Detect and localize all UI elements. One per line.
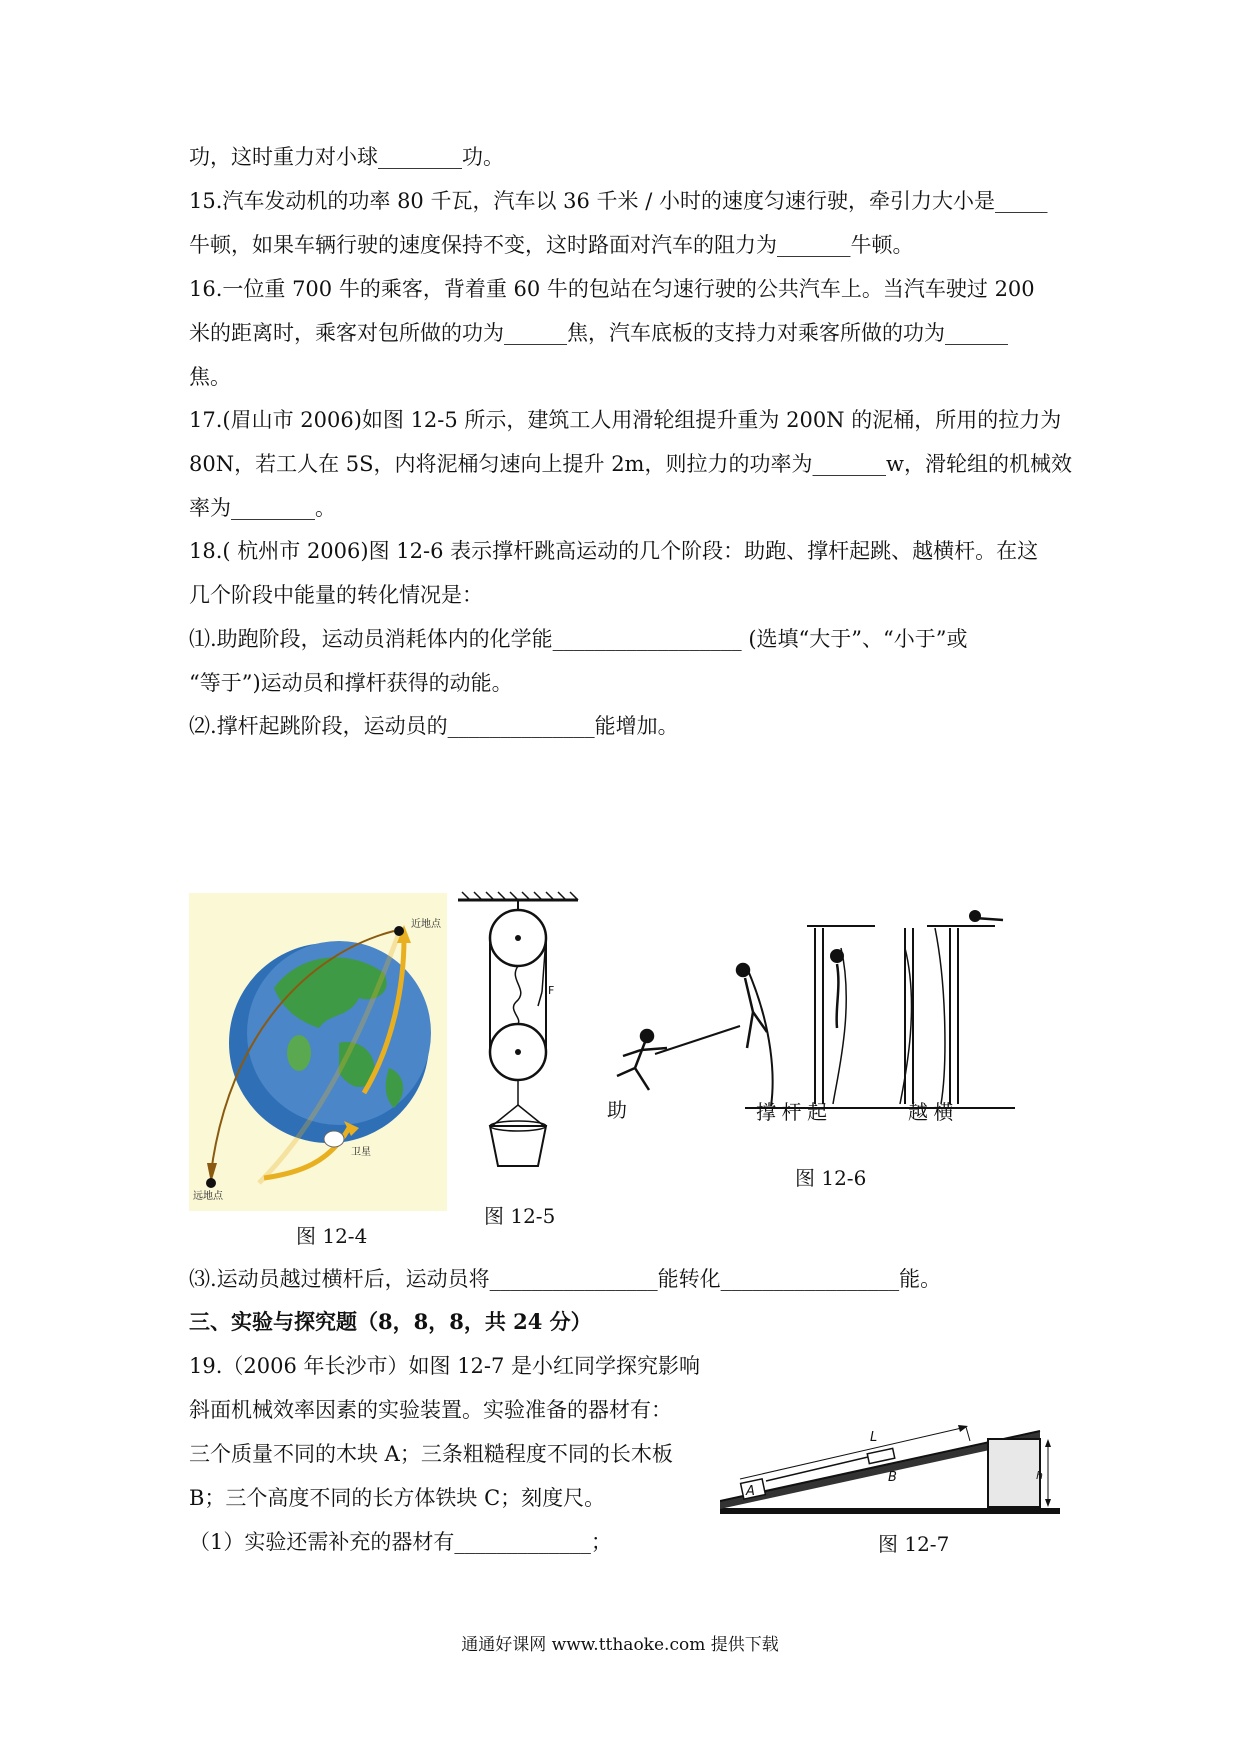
figure-12-4-caption: 图 12-4 bbox=[296, 1224, 368, 1248]
perigee-label: 近地点 bbox=[411, 919, 441, 930]
page-footer: 通通好课网 www.tthaoke.com 提供下载 bbox=[461, 1635, 779, 1655]
text-line: 几个阶段中能量的转化情况是： bbox=[189, 583, 483, 607]
text-line: 功，这时重力对小球________功。 bbox=[189, 145, 504, 169]
text-line: 米的距离时，乘客对包所做的功为______焦，汽车底板的支持力对乘客所做的功为______ bbox=[189, 321, 1008, 345]
a-label: A bbox=[746, 1484, 755, 1499]
figure-12-6-caption: 图 12-6 bbox=[795, 1166, 867, 1190]
stage-run-label: 助 bbox=[607, 1100, 627, 1122]
text-line: 焦。 bbox=[189, 365, 231, 389]
l-label: L bbox=[870, 1430, 878, 1445]
stage-over-label: 越 横 bbox=[908, 1102, 954, 1124]
question-19: 19.（2006 年长沙市）如图 12-7 是小红同学探究影响 bbox=[189, 1354, 701, 1378]
stage-vault-label: 撑 杆 起 bbox=[756, 1102, 828, 1124]
text-line: 三个质量不同的木块 A；三条粗糙程度不同的长木板 bbox=[189, 1442, 673, 1466]
figure-12-7-caption: 图 12-7 bbox=[878, 1532, 950, 1556]
figure-12-7 bbox=[720, 1395, 1060, 1525]
satellite-label: 卫星 bbox=[351, 1147, 371, 1158]
text-line: “等于”)运动员和撑杆获得的动能。 bbox=[189, 671, 513, 695]
sub-question-3: ⑶.运动员越过横杆后，运动员将________________能转化_________________能。 bbox=[189, 1267, 942, 1291]
h-label: h bbox=[1036, 1469, 1043, 1482]
sub-question-1: ⑴.助跑阶段，运动员消耗体内的化学能__________________ (选填“大于”、“小于”或 bbox=[189, 627, 968, 651]
figure-12-5 bbox=[450, 890, 590, 1175]
sub-question-19-1: （1）实验还需补充的器材有_____________； bbox=[189, 1530, 612, 1554]
b-label: B bbox=[888, 1470, 897, 1485]
question-15: 15.汽车发动机的功率 80 千瓦，汽车以 36 千米 / 小时的速度匀速行驶，牵引力大小是_____ bbox=[189, 189, 1048, 213]
apogee-label: 远地点 bbox=[193, 1191, 223, 1202]
text-line: B；三个高度不同的长方体铁块 C；刻度尺。 bbox=[189, 1486, 606, 1510]
text-line: 牛顿，如果车辆行驶的速度保持不变，这时路面对汽车的阻力为_______牛顿。 bbox=[189, 233, 914, 257]
text-line: 率为________。 bbox=[189, 496, 336, 520]
question-18: 18.( 杭州市 2006)图 12-6 表示撑杆跳高运动的几个阶段：助跑、撑杆起跳、越横杆。在这 bbox=[189, 539, 1039, 563]
question-17: 17.(眉山市 2006)如图 12-5 所示，建筑工人用滑轮组提升重为 200N 的泥桶，所用的拉力为 bbox=[189, 408, 1062, 432]
sub-question-2: ⑵.撑杆起跳阶段，运动员的______________能增加。 bbox=[189, 714, 679, 738]
question-16: 16.一位重 700 牛的乘客，背着重 60 牛的包站在匀速行驶的公共汽车上。当汽车驶过 200 bbox=[189, 277, 1035, 301]
figure-12-5-caption: 图 12-5 bbox=[484, 1204, 556, 1228]
force-label: F bbox=[548, 984, 555, 997]
figure-12-4 bbox=[189, 893, 447, 1211]
section-heading: 三、实验与探究题（8，8，8，共 24 分） bbox=[189, 1309, 592, 1334]
text-line: 80N，若工人在 5S，内将泥桶匀速向上提升 2m，则拉力的功率为_______w，滑轮组的机械效 bbox=[189, 452, 1072, 476]
text-line: 斜面机械效率因素的实验装置。实验准备的器材有： bbox=[189, 1398, 672, 1422]
